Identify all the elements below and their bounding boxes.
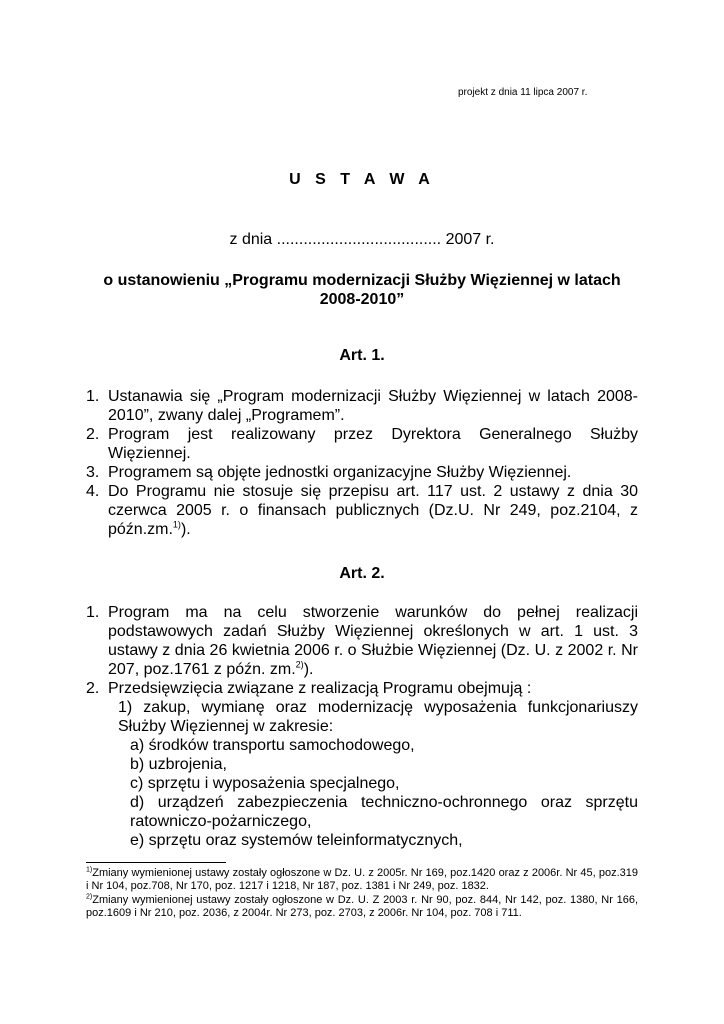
article-2-item [86,679,638,850]
subpoint-list [108,736,638,850]
footnote-ref-2: 2) [295,659,304,670]
article-1-list [86,387,638,539]
article-2-list [86,603,638,850]
document-date-line: z dnia ..................................... 2007 r. [229,231,495,248]
article-1-item [86,425,638,463]
point-1-text: 1) zakup, wymianę oraz modernizację wyposażenia funkcjonariuszy Służby Więziennej w zakresie: [118,699,638,735]
subpoint-c: c) sprzętu i wyposażenia specjalnego, [130,775,400,792]
item-text: Przedsięwzięcia związane z realizacją Programu obejmują : [108,680,532,697]
item-text [108,482,638,539]
item-text [108,603,638,679]
article-1-item [86,387,638,425]
item-text-end: ). [180,521,191,538]
item-text-end: ). [303,661,314,678]
footnote-text: Zmiany wymienionej ustawy zostały ogłoszone w Dz. U. z 2005r. Nr 169, poz.1420 oraz z 2006r. Nr 45, poz.319 i Nr 104, poz.708, Nr 170, poz. 1217 i 1218, Nr 187, poz. 1381 i Nr 249, poz. 1832. [86,867,638,892]
item-number: 2. [86,426,100,443]
document-title: o ustanowieniu „Programu modernizacji Służby Więziennej w latach 2008-2010” [103,272,621,308]
draft-date-note: projekt z dnia 11 lipca 2007 r. [458,87,588,98]
footnotes [86,867,638,921]
article-2-item [86,603,638,679]
footnote-mark: 1) [86,866,93,874]
subpoint-b: b) uzbrojenia, [130,756,227,773]
document-type-heading: U S T A W A [289,171,435,188]
article-2-heading: Art. 2. [339,565,385,582]
item-number: 3. [86,464,100,481]
item-text-main: Do Programu nie stosuje się przepisu art. 117 ust. 2 ustawy z dnia 30 czerwca 2005 r. o finansach publicznych (Dz.U. Nr 249, poz.2104, z późn.zm. [108,483,638,538]
item-text: Program jest realizowany przez Dyrektora Generalnego Służby Więziennej. [108,426,638,462]
item-number: 1. [86,388,100,405]
footnote-mark: 2) [86,893,93,901]
article-1-item [86,463,638,482]
item-text-main: Program ma na celu stworzenie warunków do pełnej realizacji podstawowych zadań Służby Więziennej określonych w art. 1 ust. 3 ustawy z dnia 26 kwietnia 2006 r. o Służbie Więziennej (Dz. U. z 2002 r. Nr 207, poz.1761 z późn. zm. [108,604,638,678]
footnote-ref-1: 1) [172,519,181,530]
article-1-heading: Art. 1. [339,347,385,364]
item-number: 2. [86,680,100,697]
item-text: Programem są objęte jednostki organizacyjne Służby Więziennej. [108,464,572,481]
subpoint-d: d) urządzeń zabezpieczenia techniczno-ochronnego oraz sprzętu ratowniczo-pożarniczego, [130,794,638,830]
subpoint-a: a) środków transportu samochodowego, [130,737,415,754]
footnote-1 [86,867,638,893]
footnote-2 [86,894,638,920]
item-number: 1. [86,604,100,621]
item-text: Ustanawia się „Program modernizacji Służby Więziennej w latach 2008-2010”, zwany dalej „Programem”. [108,388,638,424]
article-1-item [86,482,638,539]
item-number: 4. [86,483,100,500]
subpoint-e: e) sprzętu oraz systemów teleinformatycznych, [130,832,463,849]
footnote-text: Zmiany wymienionej ustawy zostały ogłoszone w Dz. U. Z 2003 r. Nr 90, poz. 844, Nr 142, poz. 1380, Nr 166, poz.1609 i Nr 210, poz. 2036, z 2004r. Nr 273, poz. 2703, z 2006r. Nr 104, poz. 708 i 711. [86,894,638,919]
footnote-separator [86,862,226,863]
